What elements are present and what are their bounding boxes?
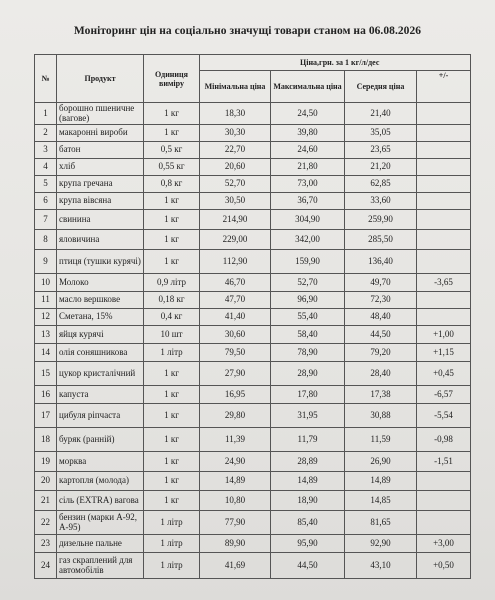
row-number: 2 xyxy=(35,125,57,142)
table-body xyxy=(35,103,471,579)
price-change: +3,00 xyxy=(417,535,471,553)
min-price: 14,89 xyxy=(200,472,271,491)
price-change xyxy=(417,103,471,125)
unit-cell: 1 кг xyxy=(144,404,200,428)
product-name: борошно пшеничне (вагове) xyxy=(57,103,144,125)
header-min: Мінімальна ціна xyxy=(200,71,271,103)
product-name: морква xyxy=(57,452,144,472)
avg-price: 26,90 xyxy=(345,452,417,472)
row-number: 20 xyxy=(35,472,57,491)
table-row xyxy=(35,250,471,274)
price-change xyxy=(417,230,471,250)
unit-cell: 1 кг xyxy=(144,193,200,210)
table-row xyxy=(35,103,471,125)
avg-price: 11,59 xyxy=(345,428,417,452)
row-number: 19 xyxy=(35,452,57,472)
table-row xyxy=(35,362,471,386)
table-row xyxy=(35,511,471,535)
avg-price: 21,40 xyxy=(345,103,417,125)
table-row xyxy=(35,404,471,428)
product-name: дизельне пальне xyxy=(57,535,144,553)
product-name: крупа гречана xyxy=(57,176,144,193)
row-number: 1 xyxy=(35,103,57,125)
avg-price: 33,60 xyxy=(345,193,417,210)
table-row xyxy=(35,553,471,579)
price-change xyxy=(417,250,471,274)
min-price: 18,30 xyxy=(200,103,271,125)
min-price: 30,50 xyxy=(200,193,271,210)
unit-cell: 0,4 кг xyxy=(144,309,200,326)
max-price: 52,70 xyxy=(271,274,345,292)
row-number: 18 xyxy=(35,428,57,452)
unit-cell: 0,55 кг xyxy=(144,159,200,176)
min-price: 79,50 xyxy=(200,344,271,362)
table-row xyxy=(35,491,471,511)
min-price: 30,60 xyxy=(200,326,271,344)
max-price: 18,90 xyxy=(271,491,345,511)
row-number: 14 xyxy=(35,344,57,362)
header-unit: Одиниця виміру xyxy=(144,55,200,103)
table-row xyxy=(35,535,471,553)
header-max: Максимальна ціна xyxy=(271,71,345,103)
max-price: 17,80 xyxy=(271,386,345,404)
product-name: капуста xyxy=(57,386,144,404)
product-name: яловичина xyxy=(57,230,144,250)
unit-cell: 1 кг xyxy=(144,386,200,404)
table-row xyxy=(35,326,471,344)
unit-cell: 1 літр xyxy=(144,344,200,362)
product-name: масло вершкове xyxy=(57,292,144,309)
price-change xyxy=(417,193,471,210)
max-price: 36,70 xyxy=(271,193,345,210)
avg-price: 79,20 xyxy=(345,344,417,362)
table-row xyxy=(35,193,471,210)
unit-cell: 1 літр xyxy=(144,553,200,579)
row-number: 8 xyxy=(35,230,57,250)
unit-cell: 1 літр xyxy=(144,535,200,553)
max-price: 73,00 xyxy=(271,176,345,193)
unit-cell: 1 кг xyxy=(144,250,200,274)
table-row xyxy=(35,428,471,452)
page-title: Моніторинг цін на соціально значущі товари станом на 06.08.2026 xyxy=(73,25,422,37)
table-row xyxy=(35,344,471,362)
avg-price: 17,38 xyxy=(345,386,417,404)
avg-price: 136,40 xyxy=(345,250,417,274)
avg-price: 14,85 xyxy=(345,491,417,511)
avg-price: 72,30 xyxy=(345,292,417,309)
unit-cell: 1 кг xyxy=(144,210,200,230)
row-number: 13 xyxy=(35,326,57,344)
min-price: 52,70 xyxy=(200,176,271,193)
avg-price: 81,65 xyxy=(345,511,417,535)
max-price: 24,50 xyxy=(271,103,345,125)
product-name: олія соняшникова xyxy=(57,344,144,362)
price-change xyxy=(417,309,471,326)
price-table xyxy=(34,54,471,579)
row-number: 24 xyxy=(35,553,57,579)
min-price: 10,80 xyxy=(200,491,271,511)
table-row xyxy=(35,452,471,472)
price-change xyxy=(417,142,471,159)
avg-price: 48,40 xyxy=(345,309,417,326)
price-change xyxy=(417,511,471,535)
row-number: 5 xyxy=(35,176,57,193)
unit-cell: 1 кг xyxy=(144,103,200,125)
table-row xyxy=(35,274,471,292)
header-no: № xyxy=(35,55,57,103)
min-price: 22,70 xyxy=(200,142,271,159)
product-name: крупа вівсяна xyxy=(57,193,144,210)
avg-price: 28,40 xyxy=(345,362,417,386)
max-price: 96,90 xyxy=(271,292,345,309)
unit-cell: 1 літр xyxy=(144,511,200,535)
product-name: свинина xyxy=(57,210,144,230)
table-row xyxy=(35,292,471,309)
product-name: хліб xyxy=(57,159,144,176)
price-change xyxy=(417,292,471,309)
max-price: 58,40 xyxy=(271,326,345,344)
table-row xyxy=(35,142,471,159)
price-change: -1,51 xyxy=(417,452,471,472)
min-price: 46,70 xyxy=(200,274,271,292)
avg-price: 43,10 xyxy=(345,553,417,579)
table-row xyxy=(35,230,471,250)
avg-price: 62,85 xyxy=(345,176,417,193)
avg-price: 30,88 xyxy=(345,404,417,428)
row-number: 12 xyxy=(35,309,57,326)
price-change xyxy=(417,491,471,511)
unit-cell: 10 шт xyxy=(144,326,200,344)
max-price: 24,60 xyxy=(271,142,345,159)
avg-price: 23,65 xyxy=(345,142,417,159)
max-price: 28,89 xyxy=(271,452,345,472)
avg-price: 259,90 xyxy=(345,210,417,230)
price-change xyxy=(417,472,471,491)
max-price: 11,79 xyxy=(271,428,345,452)
max-price: 95,90 xyxy=(271,535,345,553)
min-price: 30,30 xyxy=(200,125,271,142)
price-change: -6,57 xyxy=(417,386,471,404)
row-number: 4 xyxy=(35,159,57,176)
price-change xyxy=(417,125,471,142)
table-row xyxy=(35,159,471,176)
min-price: 27,90 xyxy=(200,362,271,386)
max-price: 39,80 xyxy=(271,125,345,142)
price-change: -3,65 xyxy=(417,274,471,292)
unit-cell: 1 кг xyxy=(144,491,200,511)
avg-price: 49,70 xyxy=(345,274,417,292)
row-number: 15 xyxy=(35,362,57,386)
min-price: 24,90 xyxy=(200,452,271,472)
price-change: -5,54 xyxy=(417,404,471,428)
table-row xyxy=(35,309,471,326)
product-name: буряк (ранній) xyxy=(57,428,144,452)
row-number: 11 xyxy=(35,292,57,309)
product-name: сіль (EXTRA) вагова xyxy=(57,491,144,511)
avg-price: 285,50 xyxy=(345,230,417,250)
price-change: +1,00 xyxy=(417,326,471,344)
product-name: яйця курячі xyxy=(57,326,144,344)
product-name: цукор кристалічний xyxy=(57,362,144,386)
row-number: 22 xyxy=(35,511,57,535)
max-price: 44,50 xyxy=(271,553,345,579)
product-name: цибуля ріпчаста xyxy=(57,404,144,428)
table-row xyxy=(35,176,471,193)
product-name: газ скраплений для автомобілів xyxy=(57,553,144,579)
product-name: картопля (молода) xyxy=(57,472,144,491)
unit-cell: 0,5 кг xyxy=(144,142,200,159)
table-row xyxy=(35,386,471,404)
min-price: 89,90 xyxy=(200,535,271,553)
row-number: 16 xyxy=(35,386,57,404)
min-price: 16,95 xyxy=(200,386,271,404)
unit-cell: 0,8 кг xyxy=(144,176,200,193)
max-price: 14,89 xyxy=(271,472,345,491)
max-price: 55,40 xyxy=(271,309,345,326)
avg-price: 44,50 xyxy=(345,326,417,344)
max-price: 78,90 xyxy=(271,344,345,362)
avg-price: 92,90 xyxy=(345,535,417,553)
min-price: 229,00 xyxy=(200,230,271,250)
max-price: 304,90 xyxy=(271,210,345,230)
table-header xyxy=(35,55,471,103)
min-price: 77,90 xyxy=(200,511,271,535)
max-price: 21,80 xyxy=(271,159,345,176)
unit-cell: 1 кг xyxy=(144,428,200,452)
unit-cell: 1 кг xyxy=(144,362,200,386)
price-change: -0,98 xyxy=(417,428,471,452)
row-number: 9 xyxy=(35,250,57,274)
unit-cell: 1 кг xyxy=(144,230,200,250)
table-row xyxy=(35,125,471,142)
unit-cell: 0,9 літр xyxy=(144,274,200,292)
avg-price: 21,20 xyxy=(345,159,417,176)
avg-price: 14,89 xyxy=(345,472,417,491)
header-avg: Середня ціна xyxy=(345,71,417,103)
price-change xyxy=(417,210,471,230)
product-name: макаронні вироби xyxy=(57,125,144,142)
row-number: 21 xyxy=(35,491,57,511)
unit-cell: 1 кг xyxy=(144,472,200,491)
product-name: бензин (марки А-92, А-95) xyxy=(57,511,144,535)
min-price: 41,40 xyxy=(200,309,271,326)
max-price: 31,95 xyxy=(271,404,345,428)
min-price: 112,90 xyxy=(200,250,271,274)
max-price: 28,90 xyxy=(271,362,345,386)
header-product: Продукт xyxy=(57,55,144,103)
row-number: 6 xyxy=(35,193,57,210)
min-price: 41,69 xyxy=(200,553,271,579)
min-price: 11,39 xyxy=(200,428,271,452)
max-price: 159,90 xyxy=(271,250,345,274)
product-name: Сметана, 15% xyxy=(57,309,144,326)
header-change: +/- xyxy=(417,71,471,103)
row-number: 10 xyxy=(35,274,57,292)
unit-cell: 0,18 кг xyxy=(144,292,200,309)
price-change: +0,50 xyxy=(417,553,471,579)
row-number: 23 xyxy=(35,535,57,553)
table-row xyxy=(35,472,471,491)
price-change: +0,45 xyxy=(417,362,471,386)
max-price: 85,40 xyxy=(271,511,345,535)
row-number: 7 xyxy=(35,210,57,230)
max-price: 342,00 xyxy=(271,230,345,250)
min-price: 214,90 xyxy=(200,210,271,230)
row-number: 3 xyxy=(35,142,57,159)
price-change xyxy=(417,176,471,193)
unit-cell: 1 кг xyxy=(144,125,200,142)
table-row xyxy=(35,210,471,230)
product-name: птиця (тушки курячі) xyxy=(57,250,144,274)
min-price: 47,70 xyxy=(200,292,271,309)
min-price: 20,60 xyxy=(200,159,271,176)
min-price: 29,80 xyxy=(200,404,271,428)
row-number: 17 xyxy=(35,404,57,428)
product-name: батон xyxy=(57,142,144,159)
price-change xyxy=(417,159,471,176)
avg-price: 35,05 xyxy=(345,125,417,142)
price-change: +1,15 xyxy=(417,344,471,362)
header-price-group: Ціна,грн. за 1 кг/л/дес xyxy=(200,55,471,71)
product-name: Молоко xyxy=(57,274,144,292)
unit-cell: 1 кг xyxy=(144,452,200,472)
